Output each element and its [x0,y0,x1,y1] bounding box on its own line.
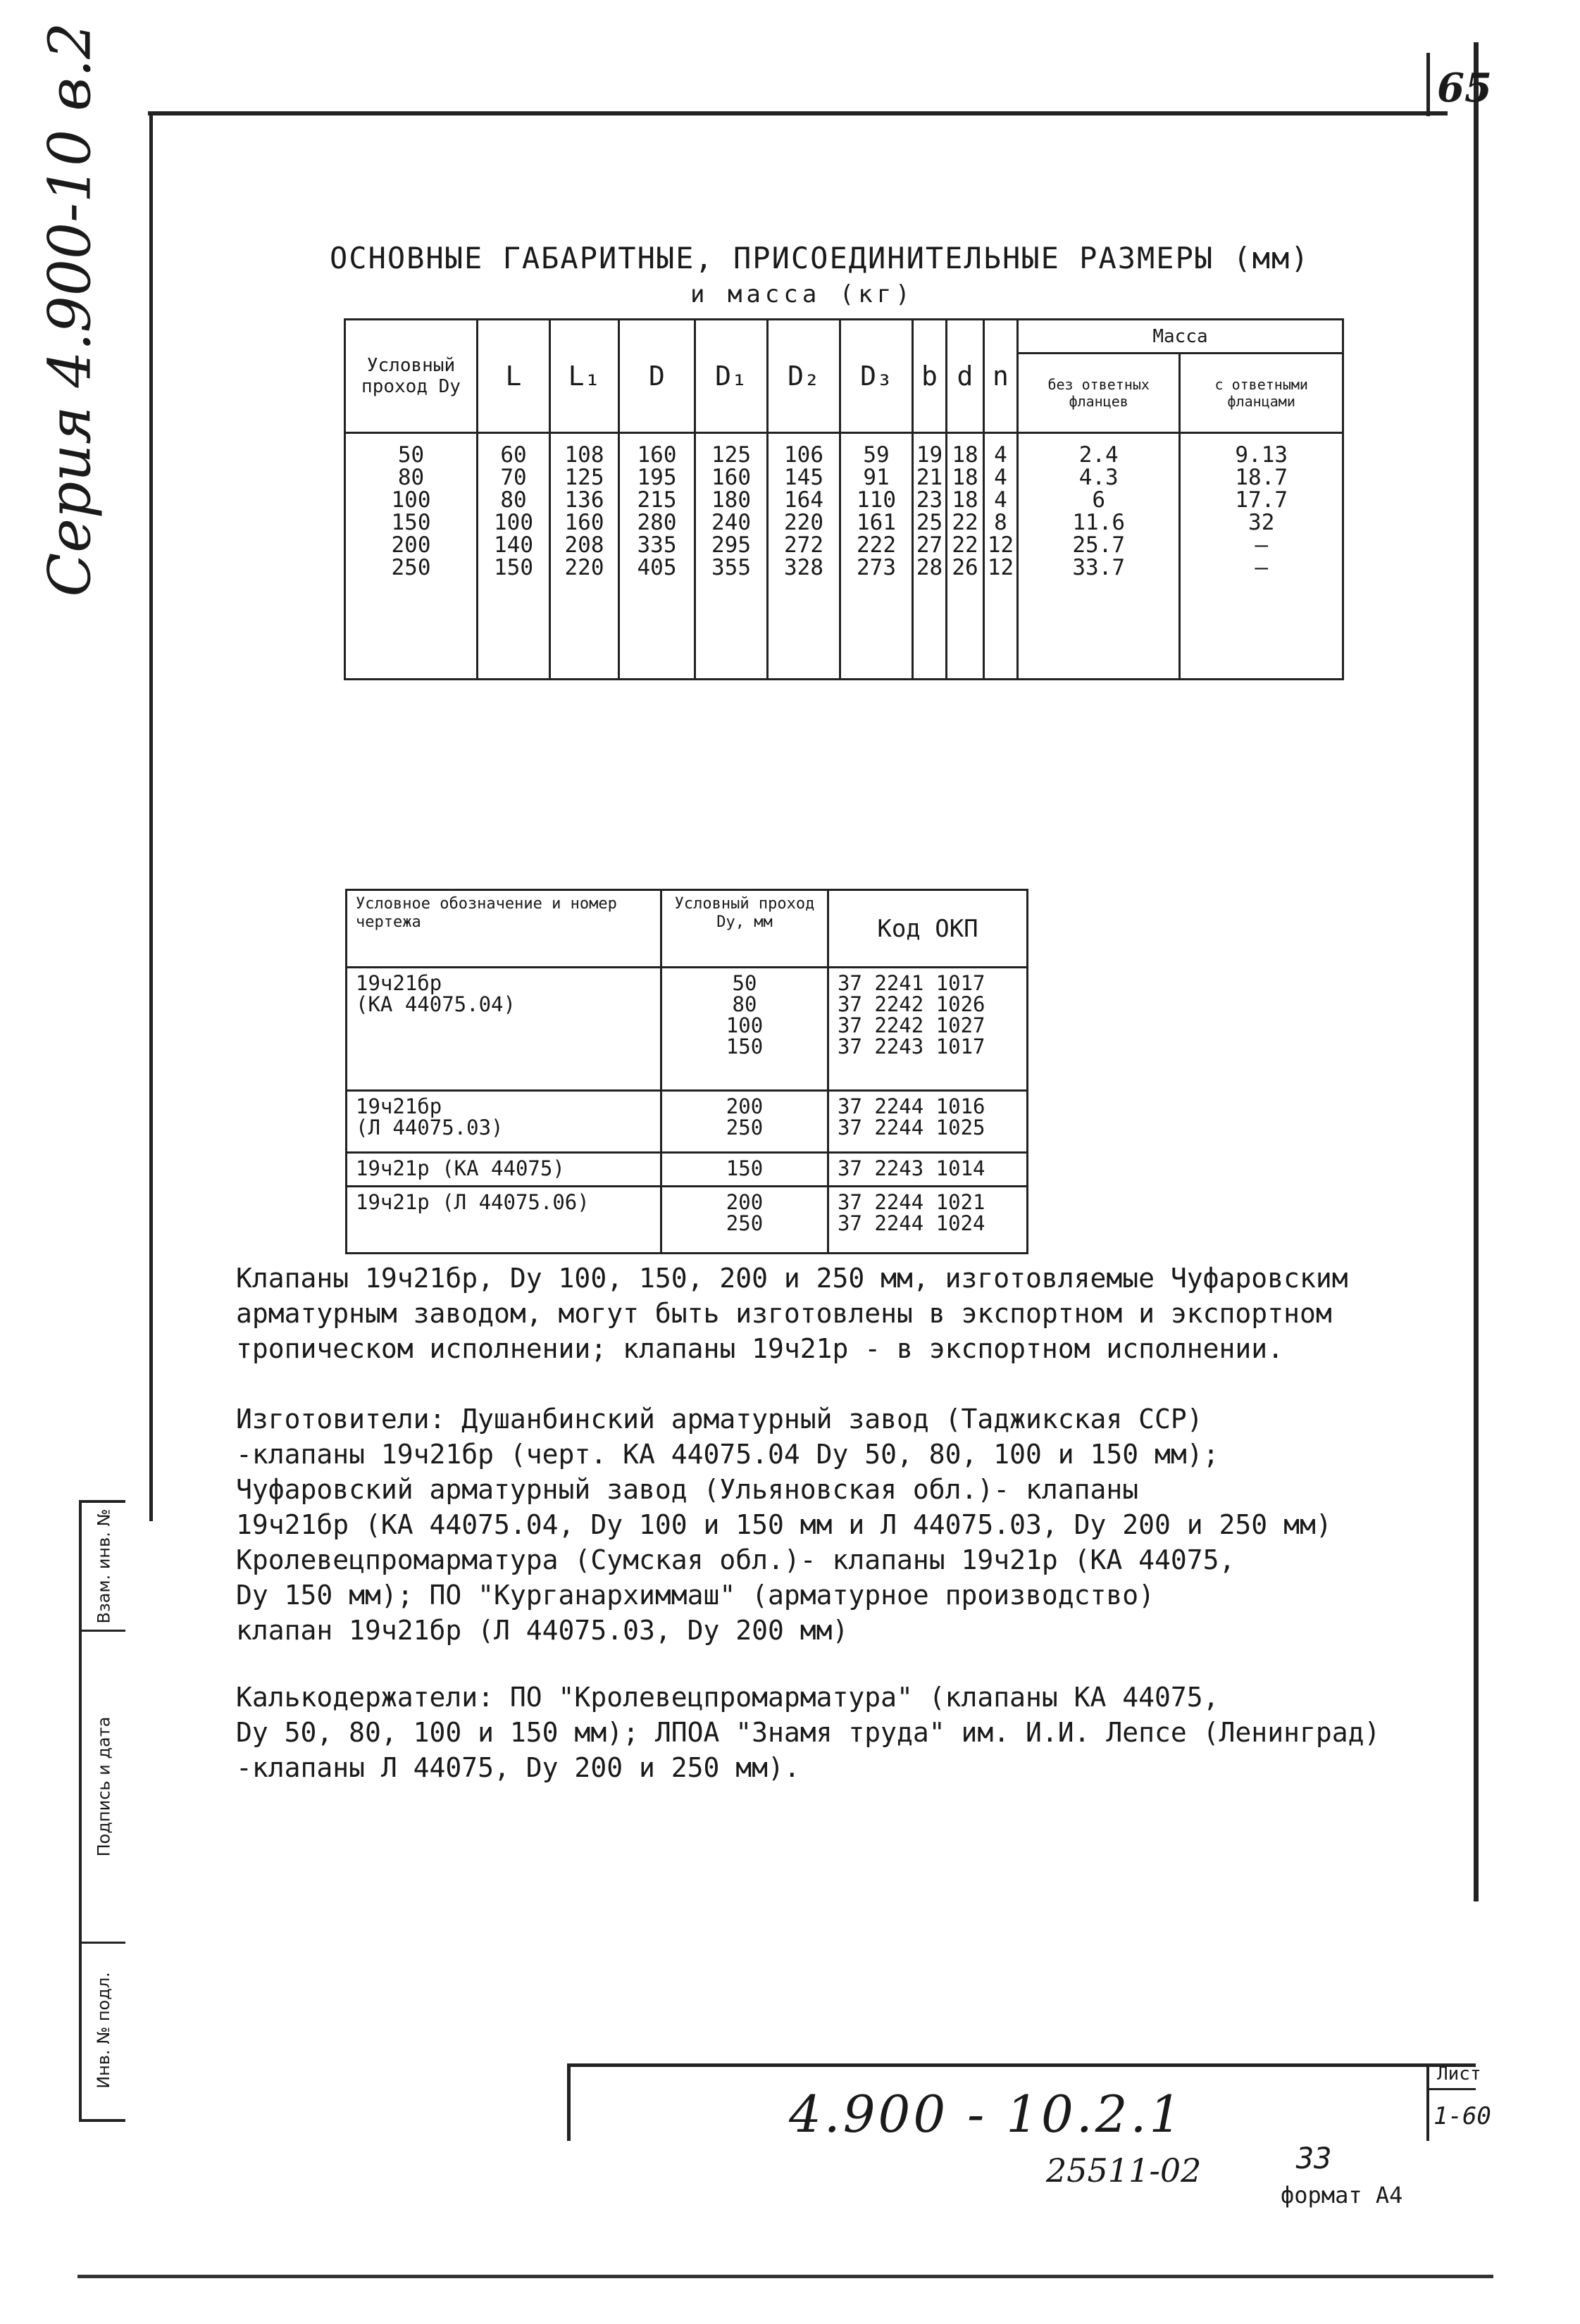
paragraph-holders: Калькодержатели: ПО "Кролевецпромарматура" (клапаны КА 44075, Dy 50, 80, 100 и 150 мм); ЛПОА "Знамя труда" им. И.И. Лепсе (Ленинград) -клапаны Л 44075, Dy 200 и 250 мм). [236,1682,1381,1783]
cells-D3: 59 91 110 161 222 273 [840,433,913,680]
col-header-L1: L₁ [550,320,619,433]
stamp-sheet-line [1426,2088,1476,2090]
stamp-cell-vz-inv: Взам. инв. № [82,1503,125,1632]
col-header-dy: Условный проход Dy [345,320,478,433]
col-header-b: b [913,320,947,433]
left-stamp-column [79,1500,125,2122]
col-header-D1: D₁ [695,320,768,433]
cells-D2: 106 145 164 220 272 328 [768,433,840,680]
sheet-number: 1-60 [1433,2102,1491,2130]
row2-designation: 19ч21бр (Л 44075.03) [347,1091,661,1153]
stamp-top-line [567,2063,1476,2067]
paragraph-export: Клапаны 19ч21бр, Dy 100, 150, 200 и 250 мм, изготовляемые Чуфаровским арматурным заводом, могут быть изготовлены в экспортном и экспортном тропическом исполнении; клапаны 19ч21р - в экспортном исполнении. [236,1263,1348,1364]
designation-table [345,889,1028,1254]
frame-bottom-border [77,2275,1493,2278]
cells-L1: 108 125 136 160 208 220 [550,433,619,680]
row1-okp: 37 2241 1017 37 2242 1026 37 2242 1027 37 2243 1017 [828,968,1028,1091]
row4-designation: 19ч21р (Л 44075.06) [347,1187,661,1254]
col-header-D2: D₂ [768,320,840,433]
row3-dy: 150 [661,1153,828,1187]
cells-D: 160 195 215 280 335 405 [619,433,695,680]
col-header-mass: Масса [1018,320,1343,354]
series-label: Серия 4.900-10 в.2 [37,22,104,597]
row4-okp: 37 2244 1021 37 2244 1024 [828,1187,1028,1254]
stamp-cell-sign-date: Подпись и дата [82,1632,125,1944]
page-number: 65 [1437,65,1492,111]
col-header-mass-no: без ответных фланцев [1018,354,1180,433]
col-header-okp: Код ОКП [828,890,1028,968]
row2-okp: 37 2244 1016 37 2244 1025 [828,1091,1028,1153]
cells-D1: 125 160 180 240 295 355 [695,433,768,680]
col-header-designation: Условное обозначение и номер чертежа [347,890,661,968]
sheet-label: Лист [1437,2063,1481,2085]
cells-dy: 50 80 100 150 200 250 [345,433,478,680]
cells-mass-no: 2.4 4.3 6 11.6 25.7 33.7 [1018,433,1180,680]
frame-top-border [148,111,1448,115]
row3-okp: 37 2243 1014 [828,1153,1028,1187]
row4-dy: 200 250 [661,1187,828,1254]
col-header-D: D [619,320,695,433]
row3-designation: 19ч21р (КА 44075) [347,1153,661,1187]
cells-d: 18 18 18 22 22 26 [947,433,984,680]
paper-format: формат А4 [1281,2182,1403,2209]
table1-title: ОСНОВНЫЕ ГАБАРИТНЫЕ, ПРИСОЕДИНИТЕЛЬНЫЕ РАЗМЕРЫ (мм) [330,241,1310,275]
paragraph-manufacturers: Изготовители: Душанбинский арматурный завод (Таджикская ССР) -клапаны 19ч21бр (черт. КА 44075.04 Dy 50, 80, 100 и 150 мм); Чуфаровский арматурный завод (Ульяновская обл.)- клапаны 19ч21бр (КА 44075.04, Dy 100 и 150 мм и Л 44075.03, Dy 200 и 250 мм) Кролевецпромарматура (Сумская обл.)- клапаны 19ч21р (КА 44075, Dy 150 мм); ПО "Курганархиммаш" (арматурное производство) клапан 19ч21бр (Л 44075.03, Dy 200 мм) [236,1404,1332,1646]
col-header-dy2: Условный проход Dy, мм [661,890,828,968]
row2-dy: 200 250 [661,1091,828,1153]
row1-dy: 50 80 100 150 [661,968,828,1091]
inventory-number: 25511-02 [1046,2151,1202,2189]
footer-page: 33 [1296,2141,1332,2175]
stamp-cell-inv-orig: Инв. № подл. [94,1971,114,2089]
col-header-L: L [478,320,550,433]
table1-subtitle: и масса (кг) [690,280,914,308]
cells-mass-with: 9.13 18.7 17.7 32 — — [1180,433,1343,680]
stamp-left-line [567,2063,571,2141]
document-code: 4.900 - 10.2.1 [789,2085,1185,2144]
stamp-divider [1426,2063,1429,2141]
frame-left-border [149,113,153,1521]
cells-b: 19 21 23 25 27 28 [913,433,947,680]
cells-L: 60 70 80 100 140 150 [478,433,550,680]
dimensions-table [344,318,1344,680]
col-header-d: d [947,320,984,433]
col-header-D3: D₃ [840,320,913,433]
cells-n: 4 4 4 8 12 12 [984,433,1018,680]
col-header-mass-with: с ответными фланцами [1180,354,1343,433]
row1-designation: 19ч21бр (КА 44075.04) [347,968,661,1091]
col-header-n: n [984,320,1018,433]
